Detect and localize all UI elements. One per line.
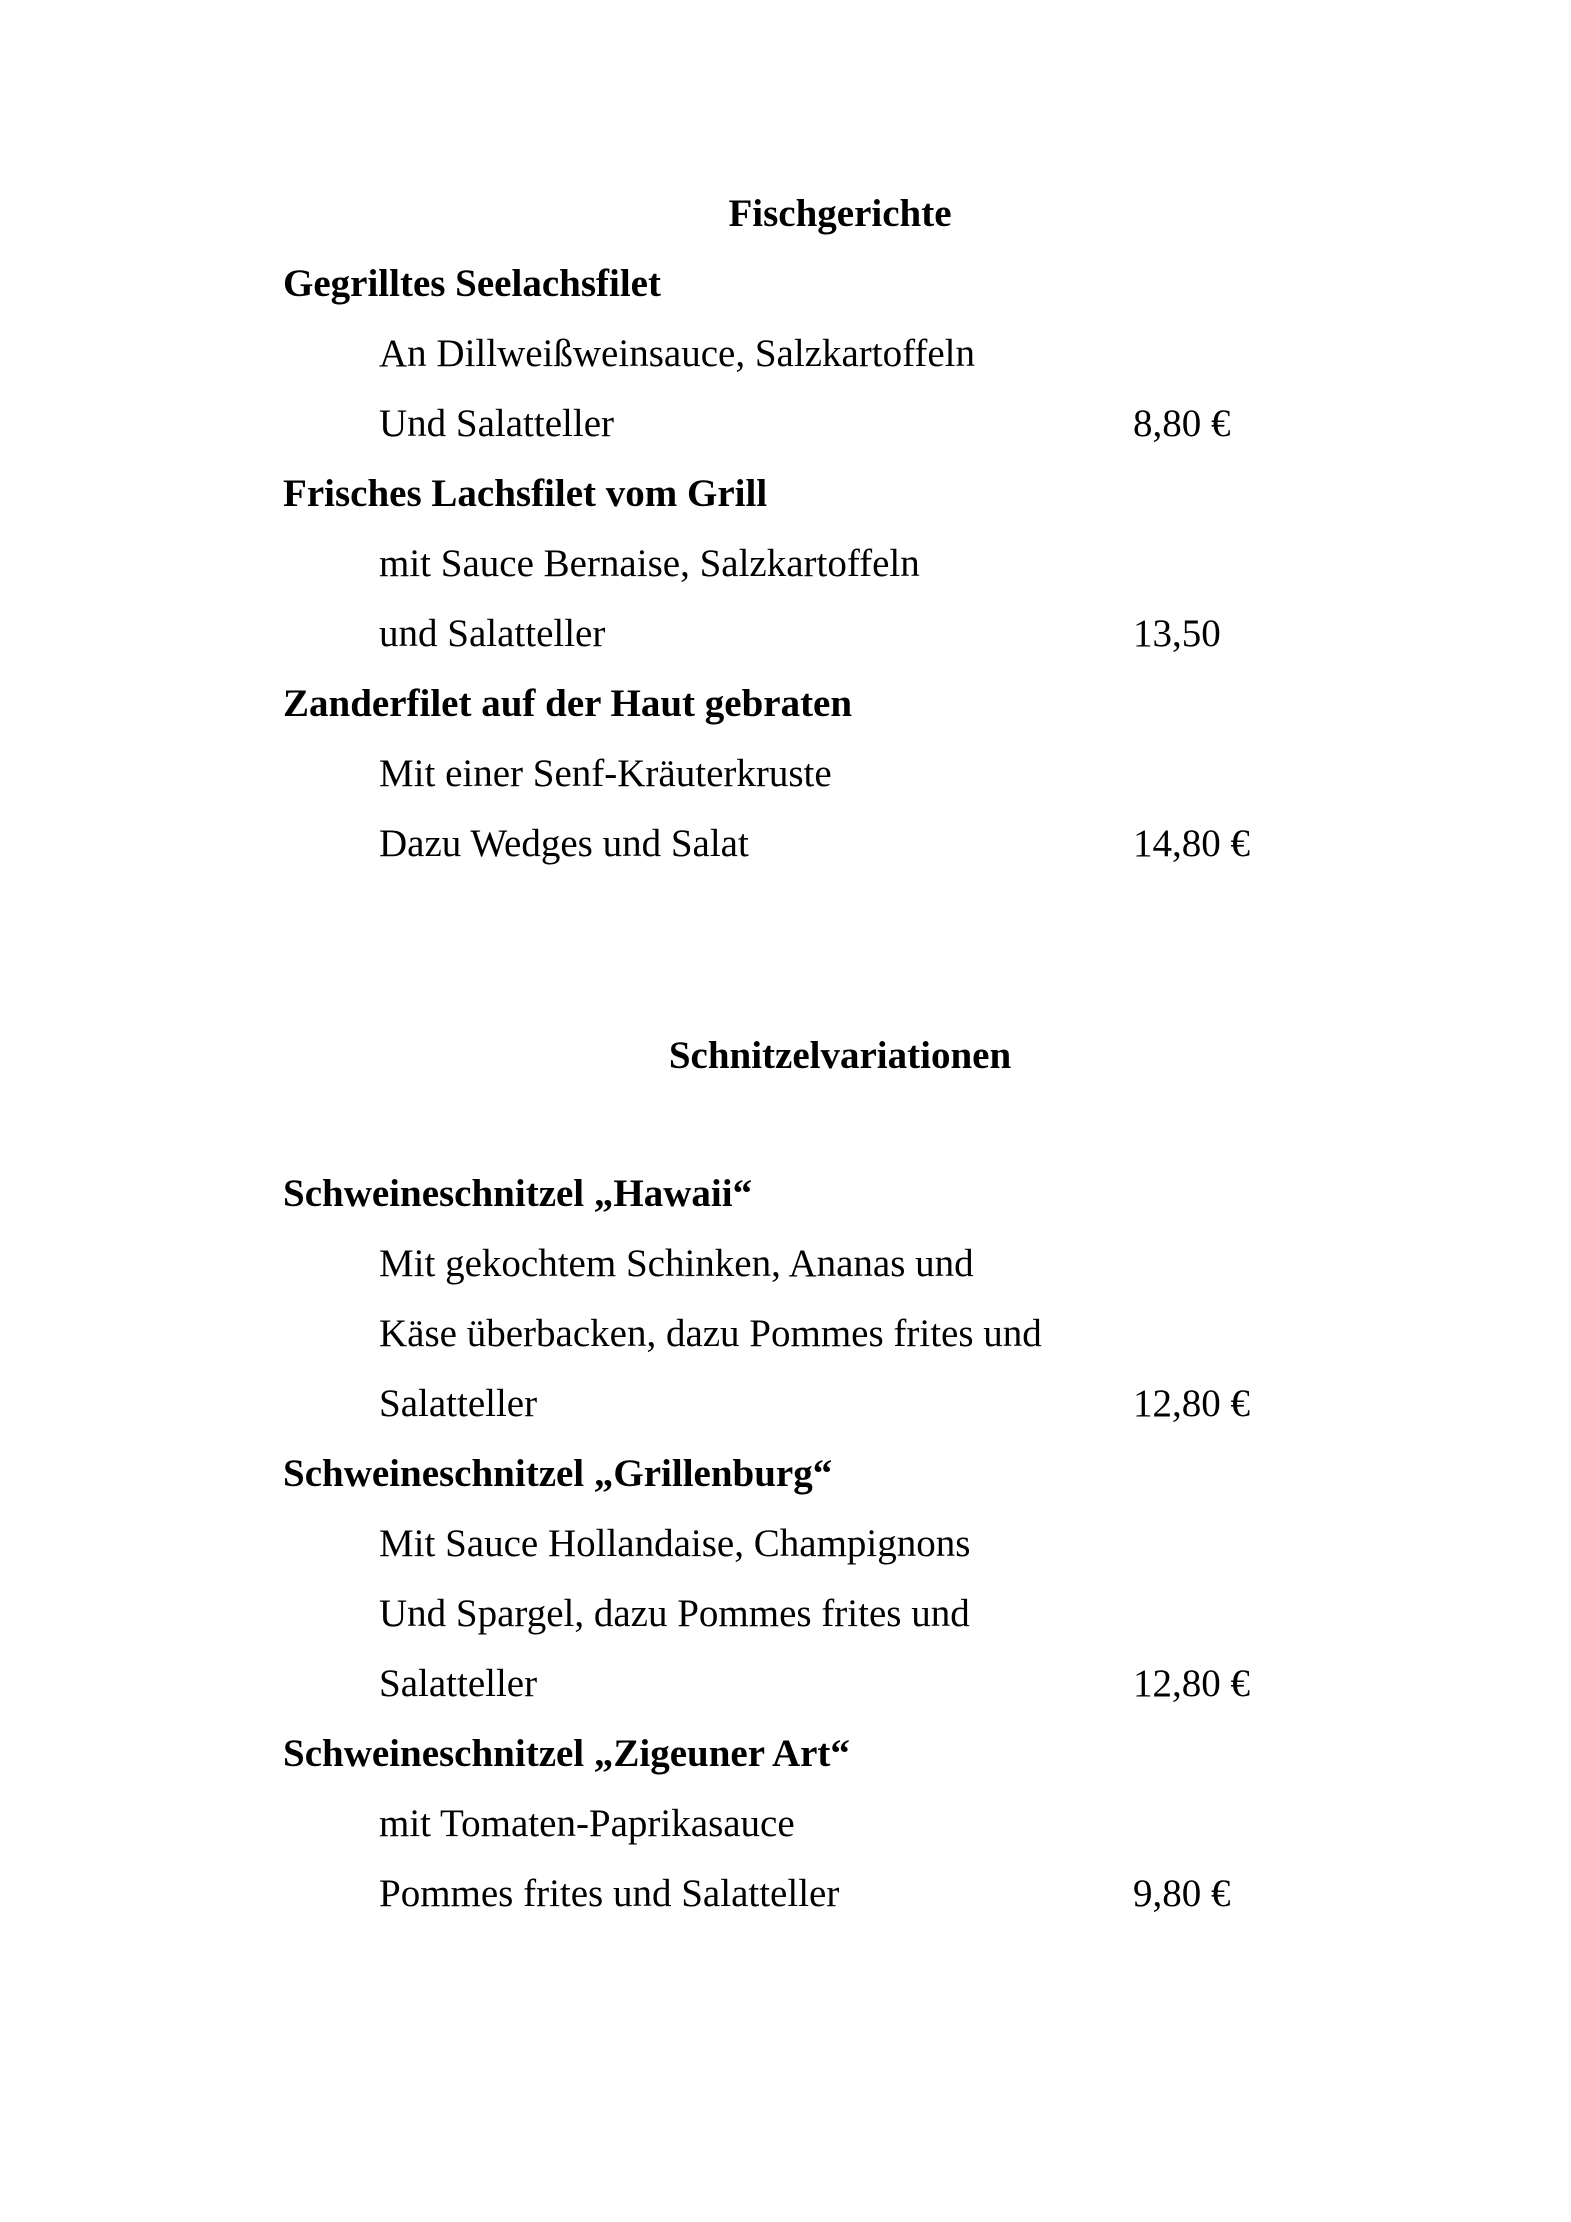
dish-description-line: Pommes frites und Salatteller — [379, 1872, 840, 1915]
dish-price-seelachsfilet: 8,80 € — [1133, 402, 1231, 445]
dish-description-line: An Dillweißweinsauce, Salzkartoffeln — [379, 332, 976, 375]
dish-name-lachsfilet: Frisches Lachsfilet vom Grill — [283, 472, 768, 515]
dish-description-line: mit Sauce Bernaise, Salzkartoffeln — [379, 542, 920, 585]
dish-description-line: Käse überbacken, dazu Pommes frites und — [379, 1312, 1042, 1355]
dish-name-schnitzel-grillenburg: Schweineschnitzel „Grillenburg“ — [283, 1452, 833, 1495]
dish-description-line: Mit einer Senf-Kräuterkruste — [379, 752, 832, 795]
dish-description-line: mit Tomaten-Paprikasauce — [379, 1802, 795, 1845]
dish-price-schnitzel-grillenburg: 12,80 € — [1133, 1662, 1250, 1705]
dish-price-schnitzel-hawaii: 12,80 € — [1133, 1382, 1250, 1425]
section-title-fischgerichte: Fischgerichte — [728, 192, 952, 235]
dish-description-line: Mit Sauce Hollandaise, Champignons — [379, 1522, 971, 1565]
section-title-schnitzelvariationen: Schnitzelvariationen — [668, 1034, 1012, 1077]
dish-price-schnitzel-zigeuner-art: 9,80 € — [1133, 1872, 1231, 1915]
dish-name-schnitzel-hawaii: Schweineschnitzel „Hawaii“ — [283, 1172, 753, 1215]
dish-description-line: Dazu Wedges und Salat — [379, 822, 749, 865]
dish-description-line: Salatteller — [379, 1382, 538, 1425]
dish-price-lachsfilet: 13,50 — [1133, 612, 1221, 655]
dish-price-zanderfilet: 14,80 € — [1133, 822, 1250, 865]
dish-name-zanderfilet: Zanderfilet auf der Haut gebraten — [283, 682, 853, 725]
dish-description-line: und Salatteller — [379, 612, 606, 655]
dish-description-line: Mit gekochtem Schinken, Ananas und — [379, 1242, 974, 1285]
dish-description-line: Und Salatteller — [379, 402, 615, 445]
dish-description-line: Und Spargel, dazu Pommes frites und — [379, 1592, 970, 1635]
dish-name-seelachsfilet: Gegrilltes Seelachsfilet — [283, 262, 661, 305]
dish-name-schnitzel-zigeuner-art: Schweineschnitzel „Zigeuner Art“ — [283, 1732, 850, 1775]
dish-description-line: Salatteller — [379, 1662, 538, 1705]
